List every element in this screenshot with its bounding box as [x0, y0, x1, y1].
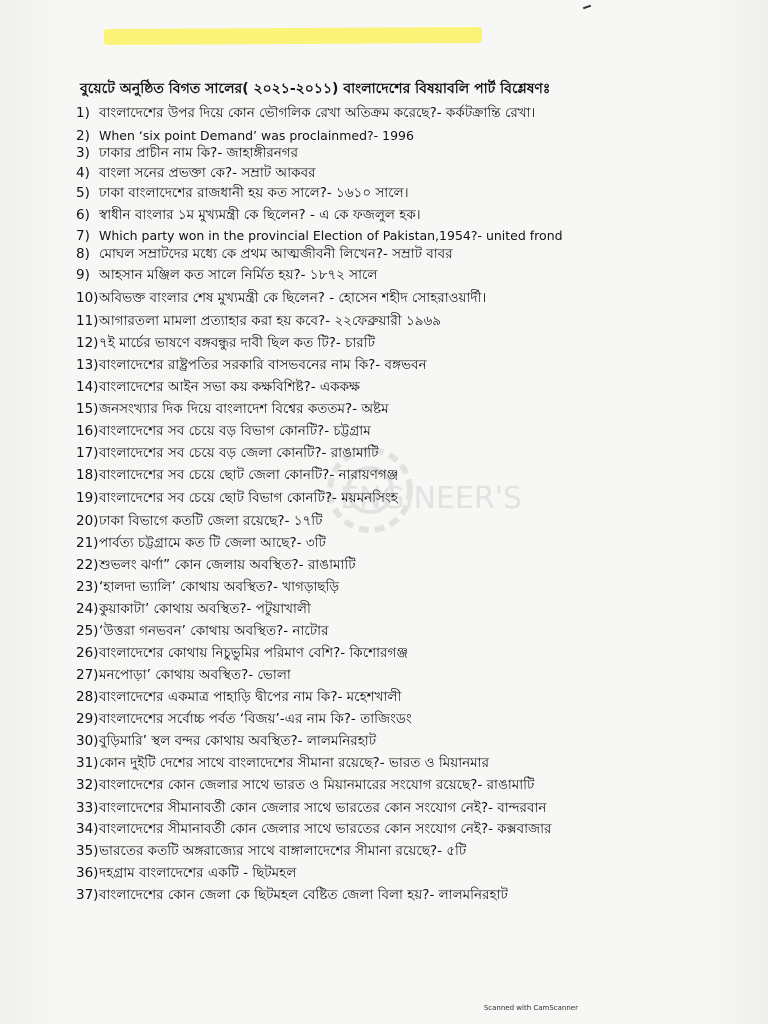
question-text: আগারতলা মামলা প্রত্যাহার করা হয় কবে?- ২২ফেব্রুয়ারী ১৯৬৯: [99, 313, 442, 329]
question-number: 9): [76, 267, 90, 283]
question-text: আহসান মঞ্জিল কত সালে নির্মিত হয়?- ১৮৭২ সালে: [99, 267, 378, 283]
question-number: 19): [76, 490, 99, 506]
question-text: বাংলাদেশের কোন জেলার সাথে ভারত ও মিয়ানমারের সংযোগ রয়েছে?- রাঙামাটি: [99, 777, 535, 793]
question-text: বাংলাদেশের সীমানাবর্তী কোন জেলার সাথে ভারতের কোন সংযোগ নেই?- বান্দরবান: [99, 800, 547, 816]
question-text: বাংলাদেশের সব চেয়ে বড় জেলা কোনটি?- রাঙামাটি: [99, 445, 379, 461]
question-number: 36): [76, 865, 99, 881]
question-number: 11): [76, 313, 99, 329]
question-number: 13): [76, 357, 99, 373]
question-text: বুড়িমারি’ স্থল বন্দর কোথায় অবস্থিত?- লালমনিরহাট: [99, 733, 377, 749]
question-text: ভারতের কতটি অঙ্গরাজ্যের সাথে বাঙ্গালাদেশের সীমানা রয়েছে?- ৫টি: [99, 843, 467, 859]
question-text: বাংলাদেশের সব চেয়ে ছোট বিভাগ কোনটি?- ময়মনসিংহ: [99, 490, 398, 506]
question-text: ‘হালদা ভ্যালি’ কোথায় অবস্থিত?- খাগড়াছড়ি: [99, 579, 340, 595]
question-text: মোঘল সম্রাটদের মধ্যে কে প্রথম আত্মজীবনী লিখেন?- সম্রাট বাবর: [99, 246, 453, 262]
question-text: বাংলাদেশের কোন জেলা কে ছিটমহল বেষ্টিত জেলা বিলা হয়?- লালমনিরহাট: [99, 887, 508, 903]
watermark-text: ENGINEER'S: [340, 481, 522, 516]
question-number: 27): [76, 667, 99, 683]
question-text: ঢাকা বাংলাদেশের রাজধানী হয় কত সালে?- ১৬১০ সালে।: [99, 185, 409, 201]
question-number: 29): [76, 711, 99, 727]
question-text: স্বাধীন বাংলার ১ম মুখ্যমন্ত্রী কে ছিলেন? - এ কে ফজলুল হক।: [99, 207, 421, 223]
question-number: 22): [76, 557, 99, 573]
question-text: শুভলং ঝর্ণা” কোন জেলায় অবস্থিত?- রাঙামাটি: [99, 557, 356, 573]
question-number: 7): [76, 228, 90, 244]
question-number: 28): [76, 689, 99, 705]
question-number: 5): [76, 185, 90, 201]
question-text: বাংলাদেশের উপর দিয়ে কোন ভৌগলিক রেখা অতিক্রম করেছে?- কর্কটক্রান্তি রেখা।: [99, 105, 536, 121]
question-text: বাংলাদেশের সব চেয়ে বড় বিভাগ কোনটি?- চট্টগ্রাম: [99, 423, 371, 439]
question-number: 3): [76, 145, 90, 161]
question-number: 25): [76, 623, 99, 639]
question-number: 14): [76, 379, 99, 395]
question-number: 33): [76, 800, 99, 816]
question-number: 35): [76, 843, 99, 859]
page-title: বুয়েটে অনুষ্ঠিত বিগত সালের( ২০২১-২০১১) বাংলাদেশের বিষয়াবলি পার্ট বিশ্লেষণঃ: [80, 81, 551, 97]
question-text: ‘উত্তরা গনভবন’ কোথায় অবস্থিত?- নাটোর: [99, 623, 329, 639]
question-number: 23): [76, 579, 99, 595]
question-text: বাংলাদেশের আইন সভা কয় কক্ষবিশিষ্ট?- এককক্ষ: [99, 379, 360, 395]
question-text: বাংলাদেশের কোথায় নিচুভুমির পরিমাণ বেশি?- কিশোরগঞ্জ: [99, 645, 408, 661]
question-text: Which party won in the provincial Election of Pakistan,1954?- united frond: [99, 228, 563, 243]
question-text: অবিভক্ত বাংলার শেষ মুখ্যমন্ত্রী কে ছিলেন? - হোসেন শহীদ সোহরাওয়ার্দী।: [99, 290, 487, 306]
question-number: 2): [76, 128, 90, 144]
question-number: 32): [76, 777, 99, 793]
question-text: ঢাকা বিভাগে কতটি জেলা রয়েছে?- ১৭টি: [99, 513, 323, 529]
question-number: 8): [76, 246, 90, 262]
question-number: 4): [76, 165, 90, 181]
question-number: 10): [76, 290, 99, 306]
question-number: 20): [76, 513, 99, 529]
question-number: 21): [76, 535, 99, 551]
question-number: 24): [76, 601, 99, 617]
question-text: পার্বত্য চট্টগ্রামে কত টি জেলা আছে?- ৩টি: [99, 535, 326, 551]
question-text: কুয়াকাটা’ কোথায় অবস্থিত?- পটুয়াখালী: [99, 601, 311, 617]
question-number: 34): [76, 821, 99, 837]
question-number: 37): [76, 887, 99, 903]
question-text: মনপোড়া’ কোথায় অবস্থিত?- ভোলা: [99, 667, 291, 683]
scanner-footer: Scanned with CamScanner: [483, 1004, 578, 1012]
question-number: 26): [76, 645, 99, 661]
question-text: বাংলাদেশের সর্বোচ্চ পর্বত ‘বিজয়’-এর নাম কি?- তাজিংডং: [99, 711, 412, 727]
question-text: বাংলা সনের প্রভক্তা কে?- সম্রাট আকবর: [99, 165, 316, 181]
question-number: 1): [76, 105, 90, 121]
question-text: ঢাকার প্রাচীন নাম কি?- জাহাঙ্গীরনগর: [99, 145, 299, 161]
question-text: বাংলাদেশের সীমানাবর্তী কোন জেলার সাথে ভারতের কোন সংযোগ নেই?- কক্সবাজার: [99, 821, 552, 837]
question-text: When ‘six point Demand’ was proclainmed?- 1996: [99, 128, 414, 143]
question-number: 16): [76, 423, 99, 439]
question-text: বাংলাদেশের সব চেয়ে ছোট জেলা কোনটি?- নারায়ণগঞ্জ: [99, 467, 399, 483]
question-number: 31): [76, 755, 99, 771]
question-number: 18): [76, 467, 99, 483]
question-text: জনসংখ্যার দিক দিয়ে বাংলাদেশ বিশ্বের কততম?- অষ্টম: [99, 401, 389, 417]
question-text: দহগ্রাম বাংলাদেশের একটি - ছিটমহল: [99, 865, 297, 881]
question-number: 30): [76, 733, 99, 749]
question-number: 12): [76, 335, 99, 351]
question-number: 17): [76, 445, 99, 461]
question-text: কোন দুইটি দেশের সাথে বাংলাদেশের সীমানা রয়েছে?- ভারত ও মিয়ানমার: [99, 755, 490, 771]
question-text: বাংলাদেশের একমাত্র পাহাড়ি দ্বীপের নাম কি?- মহেশখালী: [99, 689, 402, 705]
question-number: 15): [76, 401, 99, 417]
question-number: 6): [76, 207, 90, 223]
question-text: ৭ই মার্চের ভাষণে বঙ্গবন্ধুর দাবী ছিল কত টি?- চারটি: [99, 335, 375, 351]
question-text: বাংলাদেশের রাষ্ট্রপতির সরকারি বাসভবনের নাম কি?- বঙ্গভবন: [99, 357, 427, 373]
